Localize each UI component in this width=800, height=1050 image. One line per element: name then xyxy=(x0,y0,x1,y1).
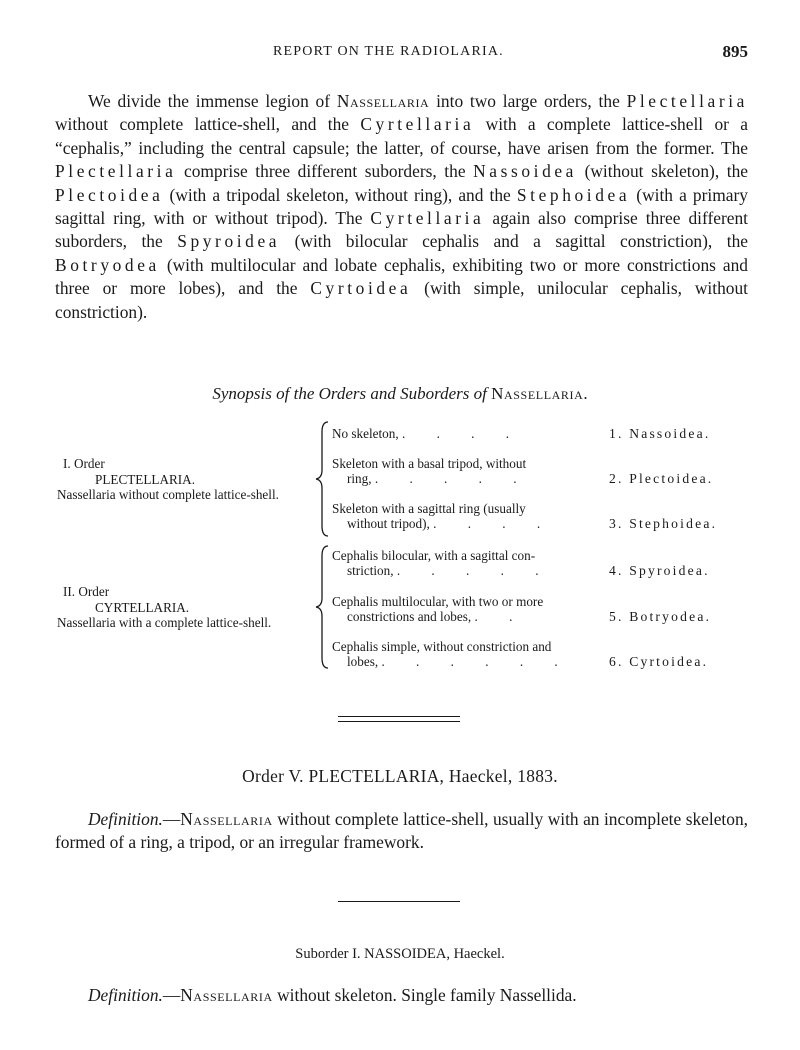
order-1-label xyxy=(57,456,279,503)
section-divider-bottom xyxy=(338,721,460,722)
suborder-4-description xyxy=(332,548,600,578)
term-nassellaria: Nassellaria xyxy=(180,985,273,1005)
intro-text: comprise three different suborders, the xyxy=(176,161,474,182)
intro-text: We divide the immense legion of xyxy=(88,91,337,111)
suborder-5-description xyxy=(332,594,600,624)
order-heading: Order V. PLECTELLARIA, Haeckel, 1883. xyxy=(242,766,558,786)
intro-text: with a complete lattice-shell or a “cephalis,” including the central capsule; the latter, of course, have arisen from the former. The xyxy=(55,114,748,158)
term-botryodea: Botryodea xyxy=(55,254,160,275)
term-plectoidea: Plectoidea xyxy=(55,184,164,205)
synopsis-title xyxy=(0,384,800,404)
synopsis-title-end: . xyxy=(583,384,588,403)
suborder-5-name xyxy=(609,609,711,625)
suborder-3-description xyxy=(332,501,600,531)
section-divider xyxy=(338,901,460,902)
definition-text: without complete lattice-shell, usually with an incomplete skeleton, formed of a ring, a tripod, or an irregular framework. xyxy=(55,809,748,853)
term-nassoidea: Nassoidea xyxy=(473,161,577,182)
intro-text: (without skeleton), the xyxy=(577,161,748,182)
suborder-3-text-cont: without tripod), xyxy=(347,516,430,531)
suborder-heading: Suborder I. NASSOIDEA, Haeckel. xyxy=(295,946,505,962)
order-2-name: CYRTELLARIA. xyxy=(95,599,190,615)
suborder-2-text-cont: ring, xyxy=(347,471,372,486)
section-divider-top xyxy=(338,716,460,717)
suborder-3-name xyxy=(609,516,717,532)
definition-label: Definition. xyxy=(88,985,163,1005)
definition-label: Definition. xyxy=(88,809,163,829)
intro-text: (with a primary sagittal ring, with or without tripod). The xyxy=(55,184,748,229)
suborder-5-text-cont: constrictions and lobes, xyxy=(347,609,472,624)
intro-text: (with multilocular and lobate cephalis, exhibiting two or more constrictions and three or more lobes), and the xyxy=(55,254,748,299)
suborder-4-name-text: 4. Spyroidea. xyxy=(609,563,710,578)
suborder-1-text: No skeleton, xyxy=(332,426,399,441)
term-plectellaria: Plectellaria xyxy=(55,161,177,182)
term-cyrtoidea: Cyrtoidea xyxy=(310,278,412,299)
definition-dash: — xyxy=(162,809,181,829)
term-spyroidea: Spyroidea xyxy=(177,231,281,252)
order-1-brace xyxy=(312,420,334,538)
suborder-2-description xyxy=(332,456,600,486)
intro-text: (with a tripodal skeleton, without ring), and the xyxy=(163,184,517,205)
leader-dots: . . . . . xyxy=(374,471,531,486)
running-head xyxy=(0,44,800,68)
suborder-1-description xyxy=(332,426,600,441)
order-2-number: II. Order xyxy=(63,584,110,599)
suborder-6-text-cont: lobes, xyxy=(347,654,379,669)
term-nassellaria: Nassellaria xyxy=(180,809,273,829)
leader-dots: . . xyxy=(474,609,527,624)
order-2-description: Nassellaria with a complete lattice-shell. xyxy=(57,615,272,630)
leader-dots: . . . . . xyxy=(396,563,553,578)
suborder-6-text: Cephalis simple, without constriction and xyxy=(332,639,552,654)
suborder-2-text: Skeleton with a basal tripod, without xyxy=(332,456,527,471)
suborder-1-name-text: 1. Nassoidea. xyxy=(609,426,711,441)
intro-paragraph xyxy=(55,90,748,324)
running-title: REPORT ON THE RADIOLARIA. xyxy=(273,44,504,59)
order-1-description: Nassellaria without complete lattice-shell. xyxy=(57,487,279,502)
synopsis-title-name: Nassellaria xyxy=(491,384,584,403)
suborder-4-name xyxy=(609,563,710,579)
suborder-2-name-text: 2. Plectoidea. xyxy=(609,471,714,486)
intro-text: without complete lattice-shell, and the xyxy=(55,114,361,135)
term-cyrtellaria: Cyrtellaria xyxy=(370,208,485,229)
suborder-6-name-text: 6. Cyrtoidea. xyxy=(609,654,709,669)
leader-dots: . . . . xyxy=(401,426,524,441)
suborder-6-description xyxy=(332,639,600,669)
leader-dots: . . . . . . xyxy=(381,654,572,669)
suborder-3-name-text: 3. Stephoidea. xyxy=(609,516,718,531)
synopsis-title-text: Synopsis of the Orders and Suborders of xyxy=(212,384,487,403)
suborder-5-name-text: 5. Botryodea. xyxy=(609,609,712,624)
suborder-2-name xyxy=(609,471,713,487)
intro-text: again also comprise three different suborders, the xyxy=(55,208,749,252)
order-2-label xyxy=(57,584,271,631)
term-plectellaria: Plectellaria xyxy=(626,91,748,111)
order-definition xyxy=(55,808,748,855)
suborder-3-text: Skeleton with a sagittal ring (usually xyxy=(332,501,526,516)
leader-dots: . . . . xyxy=(433,516,555,531)
order-2-brace xyxy=(312,544,334,670)
intro-text: (with simple, unilocular cephalis, without constriction). xyxy=(55,278,749,322)
term-cyrtellaria: Cyrtellaria xyxy=(360,114,475,135)
term-nassellaria: Nassellaria xyxy=(336,91,430,111)
order-1-number: I. Order xyxy=(63,456,105,471)
suborder-6-name xyxy=(609,654,708,670)
definition-text: without skeleton. Single family Nassellida. xyxy=(272,985,577,1005)
suborder-5-text: Cephalis multilocular, with two or more xyxy=(332,594,544,609)
order-1-name: PLECTELLARIA. xyxy=(95,471,195,487)
suborder-4-text: Cephalis bilocular, with a sagittal con- xyxy=(332,548,536,563)
page-number: 895 xyxy=(722,42,748,61)
suborder-1-name xyxy=(609,426,710,442)
term-stephoidea: Stephoidea xyxy=(516,184,631,205)
intro-text: into two large orders, the xyxy=(429,91,627,111)
intro-text: (with bilocular cephalis and a sagittal constriction), the xyxy=(280,231,748,252)
suborder-definition xyxy=(55,984,748,1007)
definition-dash: — xyxy=(162,985,181,1005)
suborder-4-text-cont: striction, xyxy=(347,563,394,578)
